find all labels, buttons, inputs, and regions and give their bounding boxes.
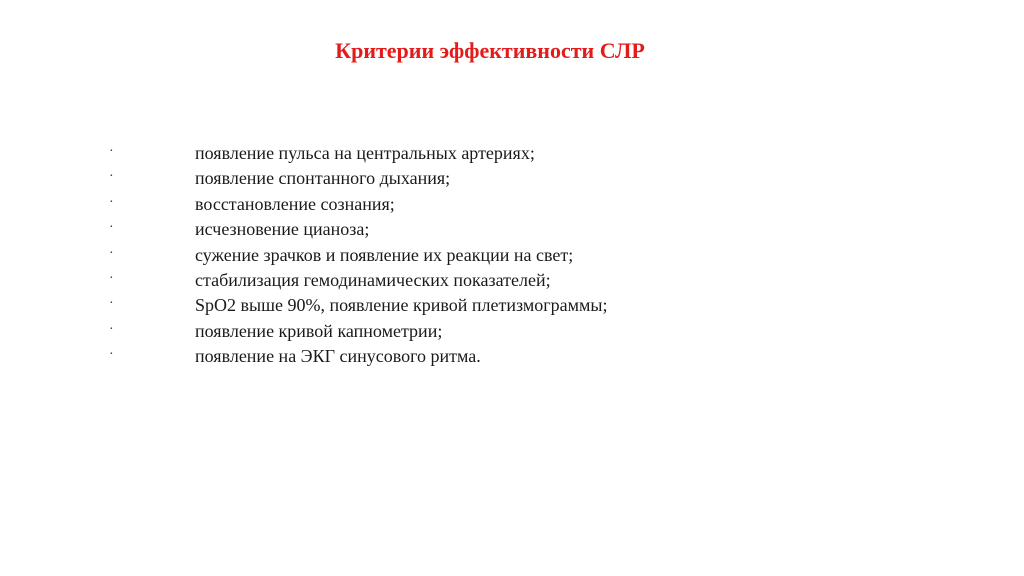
criteria-list [0, 141, 1024, 370]
bullet-icon: · [109, 220, 114, 236]
list-item-text: SpO2 выше 90%, появление кривой плетизмограммы; [195, 295, 608, 316]
bullet-icon: · [109, 169, 114, 185]
list-item-text: восстановление сознания; [195, 193, 395, 214]
list-item [0, 344, 1024, 369]
slide-title: Критерии эффективности СЛР [335, 38, 645, 63]
list-item-text: сужение зрачков и появление их реакции на свет; [195, 244, 574, 265]
list-item [0, 319, 1024, 344]
bullet-icon: · [109, 245, 114, 261]
list-item [0, 268, 1024, 293]
list-item-text: стабилизация гемодинамических показателей; [195, 269, 551, 290]
list-item-text: появление пульса на центральных артериях; [195, 143, 535, 163]
bullet-icon: · [109, 321, 114, 337]
list-item [0, 217, 1024, 242]
list-item-text: появление на ЭКГ синусового ритма. [195, 346, 481, 367]
bullet-icon: · [109, 296, 114, 312]
list-item [0, 192, 1024, 217]
list-item [0, 293, 1024, 318]
list-item-text: исчезновение цианоза; [195, 219, 370, 240]
list-item-text: появление спонтанного дыхания; [195, 168, 451, 189]
list-item [0, 141, 1024, 166]
list-item [0, 243, 1024, 268]
list-item [0, 166, 1024, 191]
list-item-text: появление кривой капнометрии; [195, 320, 443, 341]
bullet-icon: · [109, 144, 114, 159]
bullet-icon: · [109, 270, 114, 286]
bullet-icon: · [109, 194, 114, 210]
bullet-icon: · [109, 347, 114, 363]
